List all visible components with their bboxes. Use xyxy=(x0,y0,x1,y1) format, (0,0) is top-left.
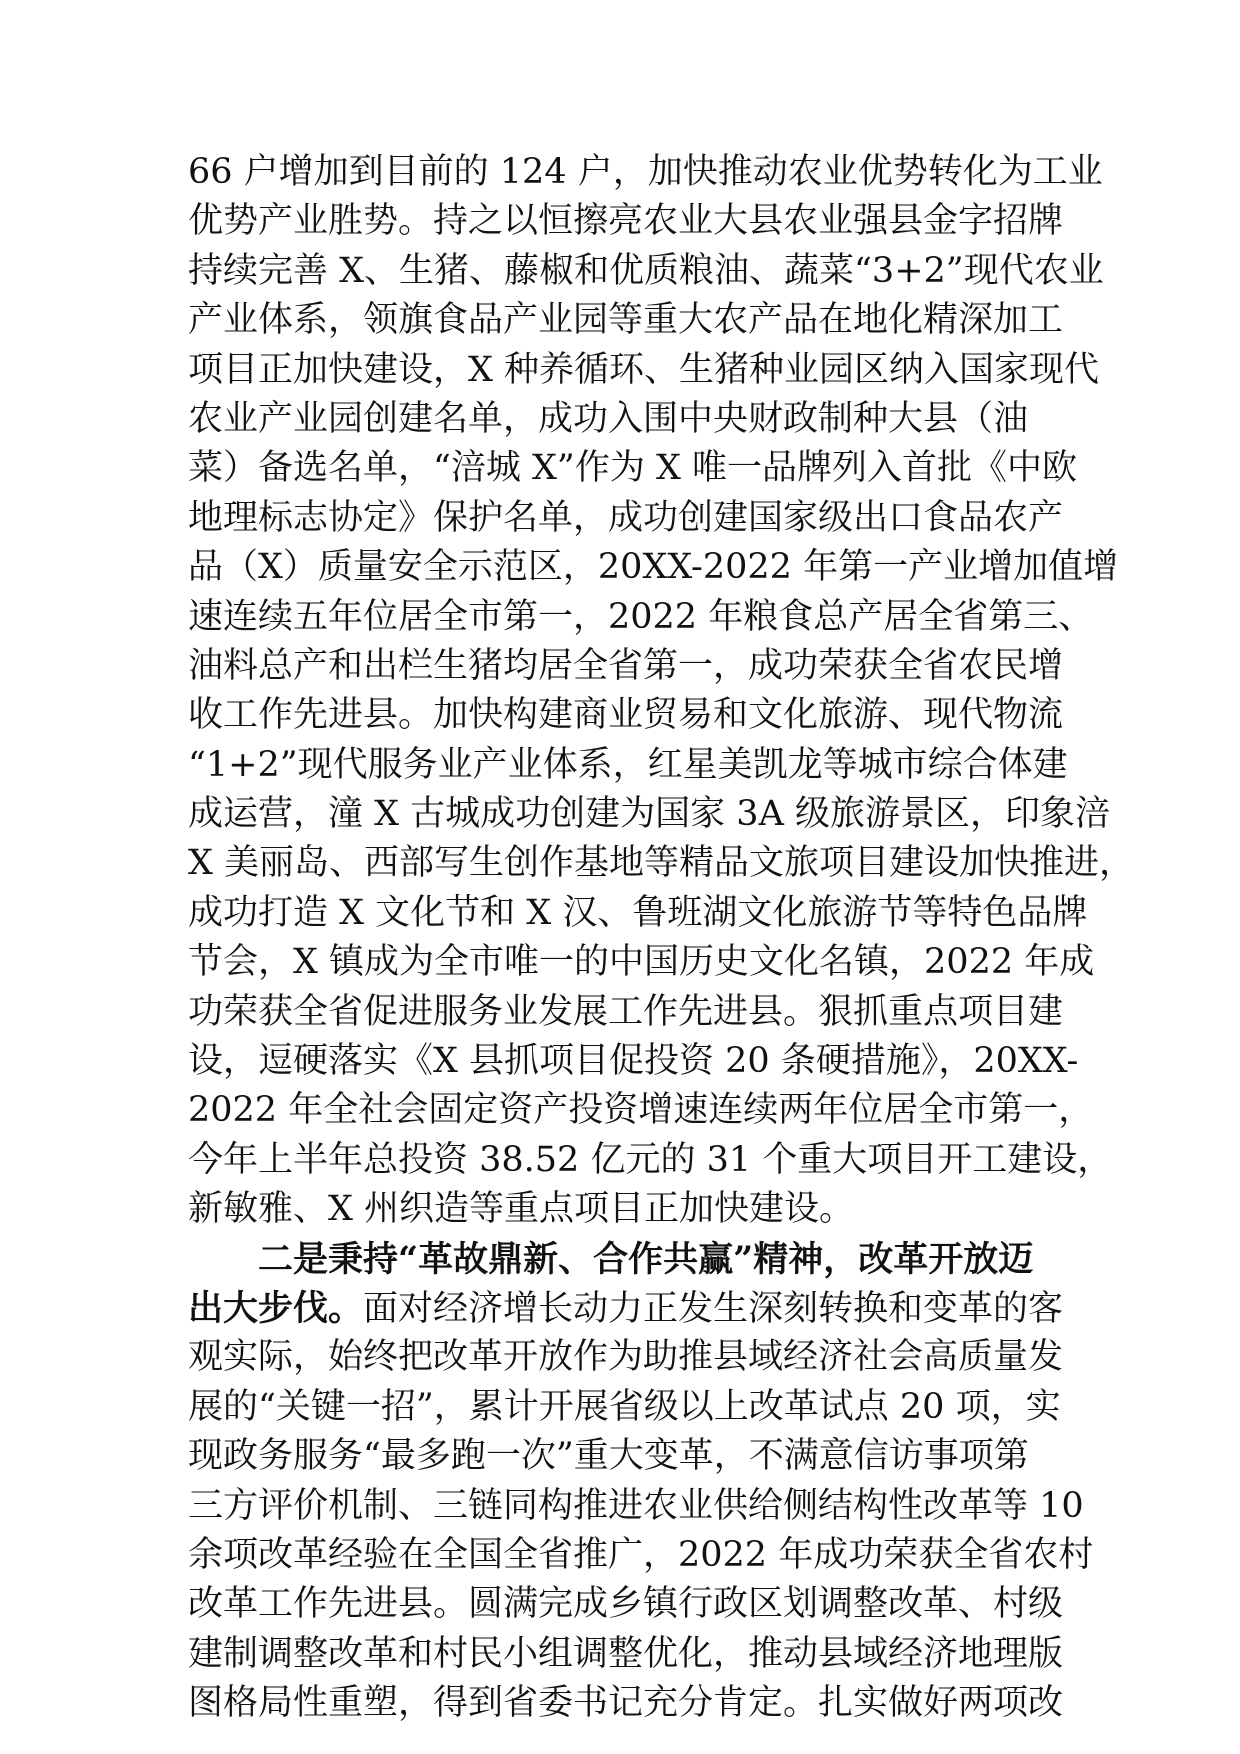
paragraph-reform-opening xyxy=(188,1235,1094,1729)
text-line: 优势产业胜势。持之以恒擦亮农业大县农业强县金字招牌 xyxy=(188,201,1064,242)
text-line: 余项改革经验在全国全省推广，2022 年成功荣获全省农村 xyxy=(188,1534,1094,1575)
text-line: 品（X）质量安全示范区，20XX-2022 年第一产业增加值增 xyxy=(188,547,1119,588)
text-line: X 美丽岛、西部写生创作基地等精品文旅项目建设加快推进， xyxy=(188,843,1135,884)
text-line: 收工作先进县。加快构建商业贸易和文化旅游、现代物流 xyxy=(188,695,1064,736)
text-line: 改革工作先进县。圆满完成乡镇行政区划调整改革、村级 xyxy=(188,1584,1064,1625)
text-line-rest: 面对经济增长动力正发生深刻转换和变革的客 xyxy=(363,1288,1064,1329)
text-line: 节会，X 镇成为全市唯一的中国历史文化名镇，2022 年成 xyxy=(188,942,1095,983)
text-line: 功荣获全省促进服务业发展工作先进县。狠抓重点项目建 xyxy=(188,991,1064,1032)
body-text xyxy=(188,148,1135,1729)
text-line: “1+2”现代服务业产业体系，红星美凯龙等城市综合体建 xyxy=(188,744,1068,785)
text-line: 菜）备选名单，“涪城 X”作为 X 唯一品牌列入首批《中欧 xyxy=(188,448,1077,489)
section-heading-end: 出大步伐。 xyxy=(188,1287,364,1329)
text-line: 农业产业园创建名单，成功入围中央财政制种大县（油 xyxy=(188,398,1029,439)
text-line: 产业体系，领旗食品产业园等重大农产品在地化精深加工 xyxy=(188,300,1064,341)
text-line: 速连续五年位居全市第一，2022 年粮食总产居全省第三、 xyxy=(188,596,1094,637)
text-line: 展的“关键一招”，累计开展省级以上改革试点 20 项，实 xyxy=(188,1386,1061,1427)
section-heading: 二是秉持“革故鼎新、合作共赢”精神，改革开放迈 xyxy=(258,1238,1034,1280)
text-line: 观实际，始终把改革开放作为助推县域经济社会高质量发 xyxy=(188,1337,1064,1378)
paragraph-agriculture-services xyxy=(188,148,1135,1235)
text-line: 66 户增加到目前的 124 户，加快推动农业优势转化为工业 xyxy=(188,152,1103,192)
text-line: 成功打造 X 文化节和 X 汉、鲁班湖文化旅游节等特色品牌 xyxy=(188,892,1088,933)
text-line xyxy=(188,1284,1068,1333)
text-line: 三方评价机制、三链同构推进农业供给侧结构性改革等 10 xyxy=(188,1485,1084,1526)
text-line: 项目正加快建设，X 种养循环、生猪种业园区纳入国家现代 xyxy=(188,349,1100,390)
text-line: 成运营，潼 X 古城成功创建为国家 3A 级旅游景区，印象涪 xyxy=(188,794,1110,835)
text-line: 新敏雅、X 州织造等重点项目正加快建设。 xyxy=(188,1189,855,1230)
text-line: 2022 年全社会固定资产投资增速连续两年位居全市第一， xyxy=(188,1090,1094,1131)
text-line: 持续完善 X、生猪、藤椒和优质粮油、蔬菜“3+2”现代农业 xyxy=(188,250,1104,291)
text-line: 设，逗硬落实《X 县抓项目促投资 20 条硬措施》，20XX- xyxy=(188,1041,1079,1082)
text-line: 今年上半年总投资 38.52 亿元的 31 个重大项目开工建设， xyxy=(188,1139,1113,1180)
text-line: 油料总产和出栏生猪均居全省第一，成功荣获全省农民增 xyxy=(188,645,1064,686)
text-line: 现政务服务“最多跑一次”重大变革，不满意信访事项第 xyxy=(188,1436,1029,1477)
text-line: 建制调整改革和村民小组调整优化，推动县域经济地理版 xyxy=(188,1633,1064,1674)
text-line: 图格局性重塑，得到省委书记充分肯定。扎实做好两项改 xyxy=(188,1683,1064,1724)
text-line: 地理标志协定》保护名单，成功创建国家级出口食品农产 xyxy=(188,497,1064,538)
